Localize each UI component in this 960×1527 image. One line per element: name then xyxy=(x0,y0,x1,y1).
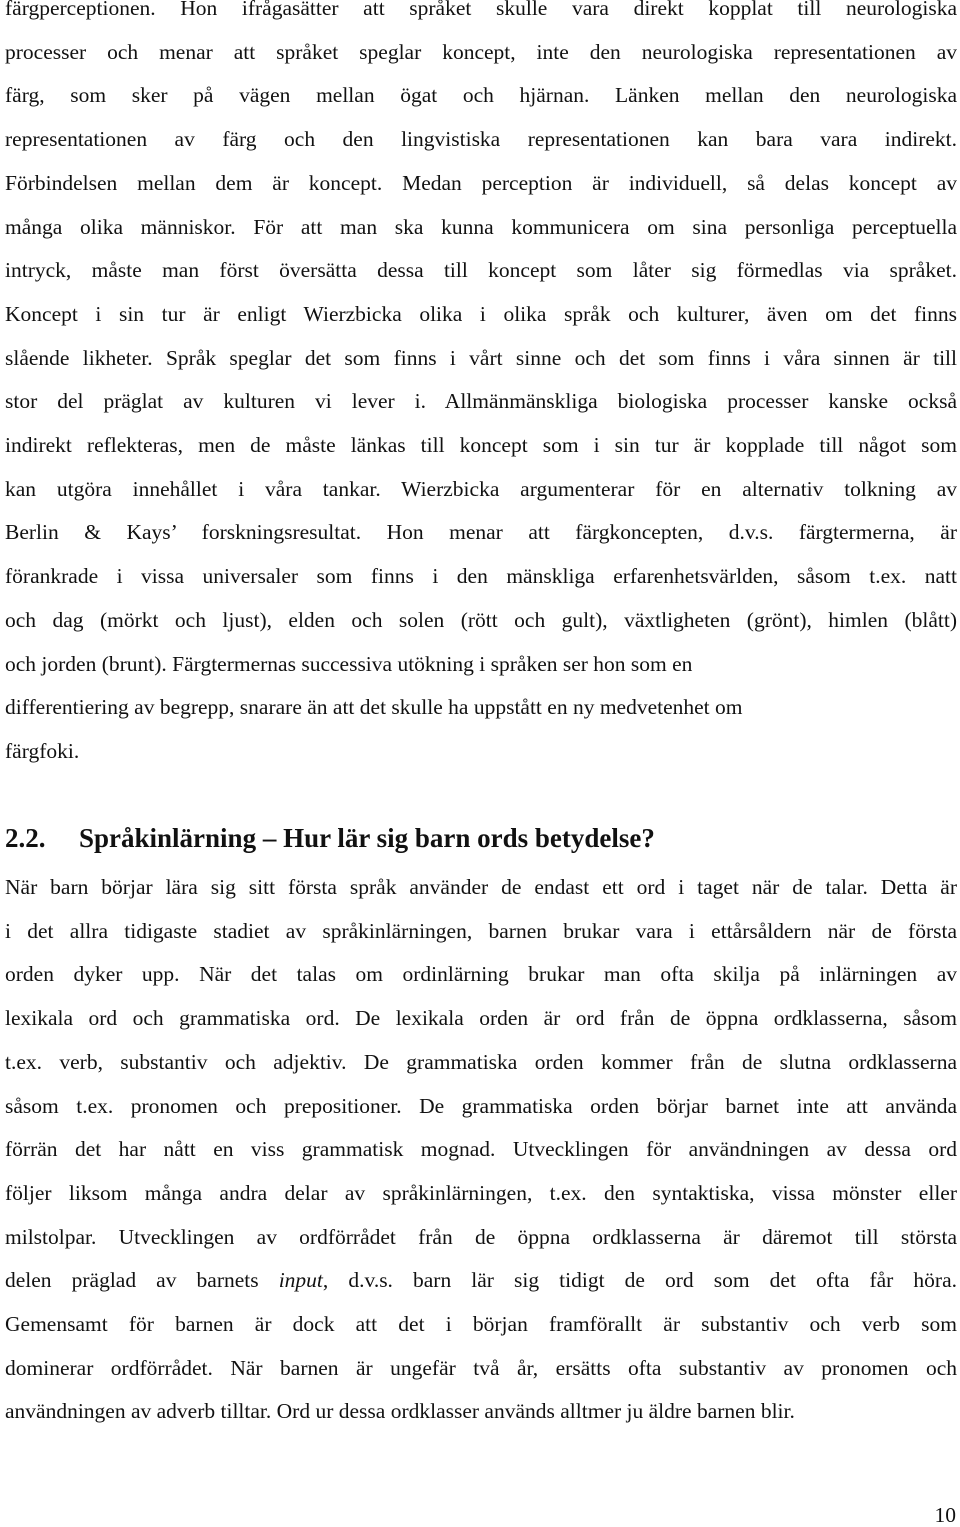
text-line: processer och menar att språket speglar koncept, inte den neurologiska representationen av xyxy=(5,39,957,64)
section-title: Språkinlärning – Hur lär sig barn ords betydelse? xyxy=(79,823,655,853)
text-line: milstolpar. Utvecklingen av ordförrådet från de öppna ordklasserna är däremot till största xyxy=(5,1224,957,1249)
text-line: följer liksom många andra delar av språkinlärningen, t.ex. den syntaktiska, vissa mönster eller xyxy=(5,1180,957,1205)
section-heading xyxy=(5,818,655,858)
section-number: 2.2. xyxy=(5,823,46,853)
text-line: förrän det har nått en viss grammatisk mognad. Utvecklingen för användningen av dessa ord xyxy=(5,1137,957,1162)
text-line: Gemensamt för barnen är dock att det i början framförallt är substantiv och verb som xyxy=(5,1312,957,1337)
text-line: och dag (mörkt och ljust), elden och solen (rött och gult), växtligheten (grönt), himlen (blått) xyxy=(5,607,957,632)
text-line: färg, som sker på vägen mellan ögat och hjärnan. Länken mellan den neurologiska xyxy=(5,83,957,108)
text-line-with-italic xyxy=(5,1259,957,1303)
page-number: 10 xyxy=(934,1503,956,1527)
text-line: intryck, måste man först översätta dessa till koncept som låter sig förmedlas via språket. xyxy=(5,258,957,283)
text-line: orden dyker upp. När det talas om ordinlärning brukar man ofta skilja på inlärningen av xyxy=(5,962,957,987)
text-line: många olika människor. För att man ska kunna kommunicera om sina personliga perceptuella xyxy=(5,214,957,239)
text-line: indirekt reflekteras, men de måste länkas till koncept som i sin tur är kopplade till något som xyxy=(5,433,957,458)
text-line: användningen av adverb tilltar. Ord ur dessa ordklasser används alltmer ju äldre barnen blir. xyxy=(5,1399,795,1424)
text-segment: , d.v.s. barn lär sig tidigt de ord som det ofta får höra. xyxy=(322,1268,957,1293)
document-page xyxy=(5,0,957,1424)
text-line: stor del präglat av kulturen vi lever i. Allmänmänskliga biologiska processer kanske också xyxy=(5,389,957,414)
text-line: Berlin & Kays’ forskningsresultat. Hon menar att färgkoncepten, d.v.s. färgtermerna, är xyxy=(5,520,957,545)
text-line: förankrade i vissa universaler som finns i den mänskliga erfarenhetsvärlden, såsom t.ex. natt xyxy=(5,564,957,589)
text-line: representationen av färg och den lingvistiska representationen kan bara vara indirekt. xyxy=(5,127,957,152)
body-paragraph-2 xyxy=(5,866,957,1434)
text-line: t.ex. verb, substantiv och adjektiv. De grammatiska orden kommer från de slutna ordklasserna xyxy=(5,1049,957,1074)
text-line: slående likheter. Språk speglar det som finns i vårt sinne och det som finns i våra sinnen är till xyxy=(5,345,957,370)
text-line: lexikala ord och grammatiska ord. De lexikala orden är ord från de öppna ordklasserna, såsom xyxy=(5,1006,957,1031)
text-line: kan utgöra innehållet i våra tankar. Wierzbicka argumenterar för en alternativ tolkning av xyxy=(5,476,957,501)
italic-term: input xyxy=(278,1268,323,1293)
text-line: såsom t.ex. pronomen och prepositioner. De grammatiska orden börjar barnet inte att använda xyxy=(5,1093,957,1118)
text-line: När barn börjar lära sig sitt första språk använder de endast ett ord i taget när de talar. Detta är xyxy=(5,875,957,899)
text-line: färgfoki. xyxy=(5,738,80,763)
text-line: Förbindelsen mellan dem är koncept. Medan perception är individuell, så delas koncept av xyxy=(5,170,957,195)
body-paragraph-1 xyxy=(5,0,957,774)
text-segment: delen präglad av barnets xyxy=(5,1268,279,1293)
text-line: dominerar ordförrådet. När barnen är ungefär två år, ersätts ofta substantiv av pronomen och xyxy=(5,1355,957,1380)
text-line: färgperceptionen. Hon ifrågasätter att språket skulle vara direkt kopplat till neurologiska xyxy=(5,0,957,20)
text-line: och jorden (brunt). Färgtermernas successiva utökning i språken ser hon som en xyxy=(5,651,693,676)
text-line: Koncept i sin tur är enligt Wierzbicka olika i olika språk och kulturer, även om det finns xyxy=(5,301,957,326)
text-line: i det allra tidigaste stadiet av språkinlärningen, barnen brukar vara i ettårsåldern när de första xyxy=(5,918,957,943)
text-line: differentiering av begrepp, snarare än att det skulle ha uppstått en ny medvetenhet om xyxy=(5,695,743,720)
